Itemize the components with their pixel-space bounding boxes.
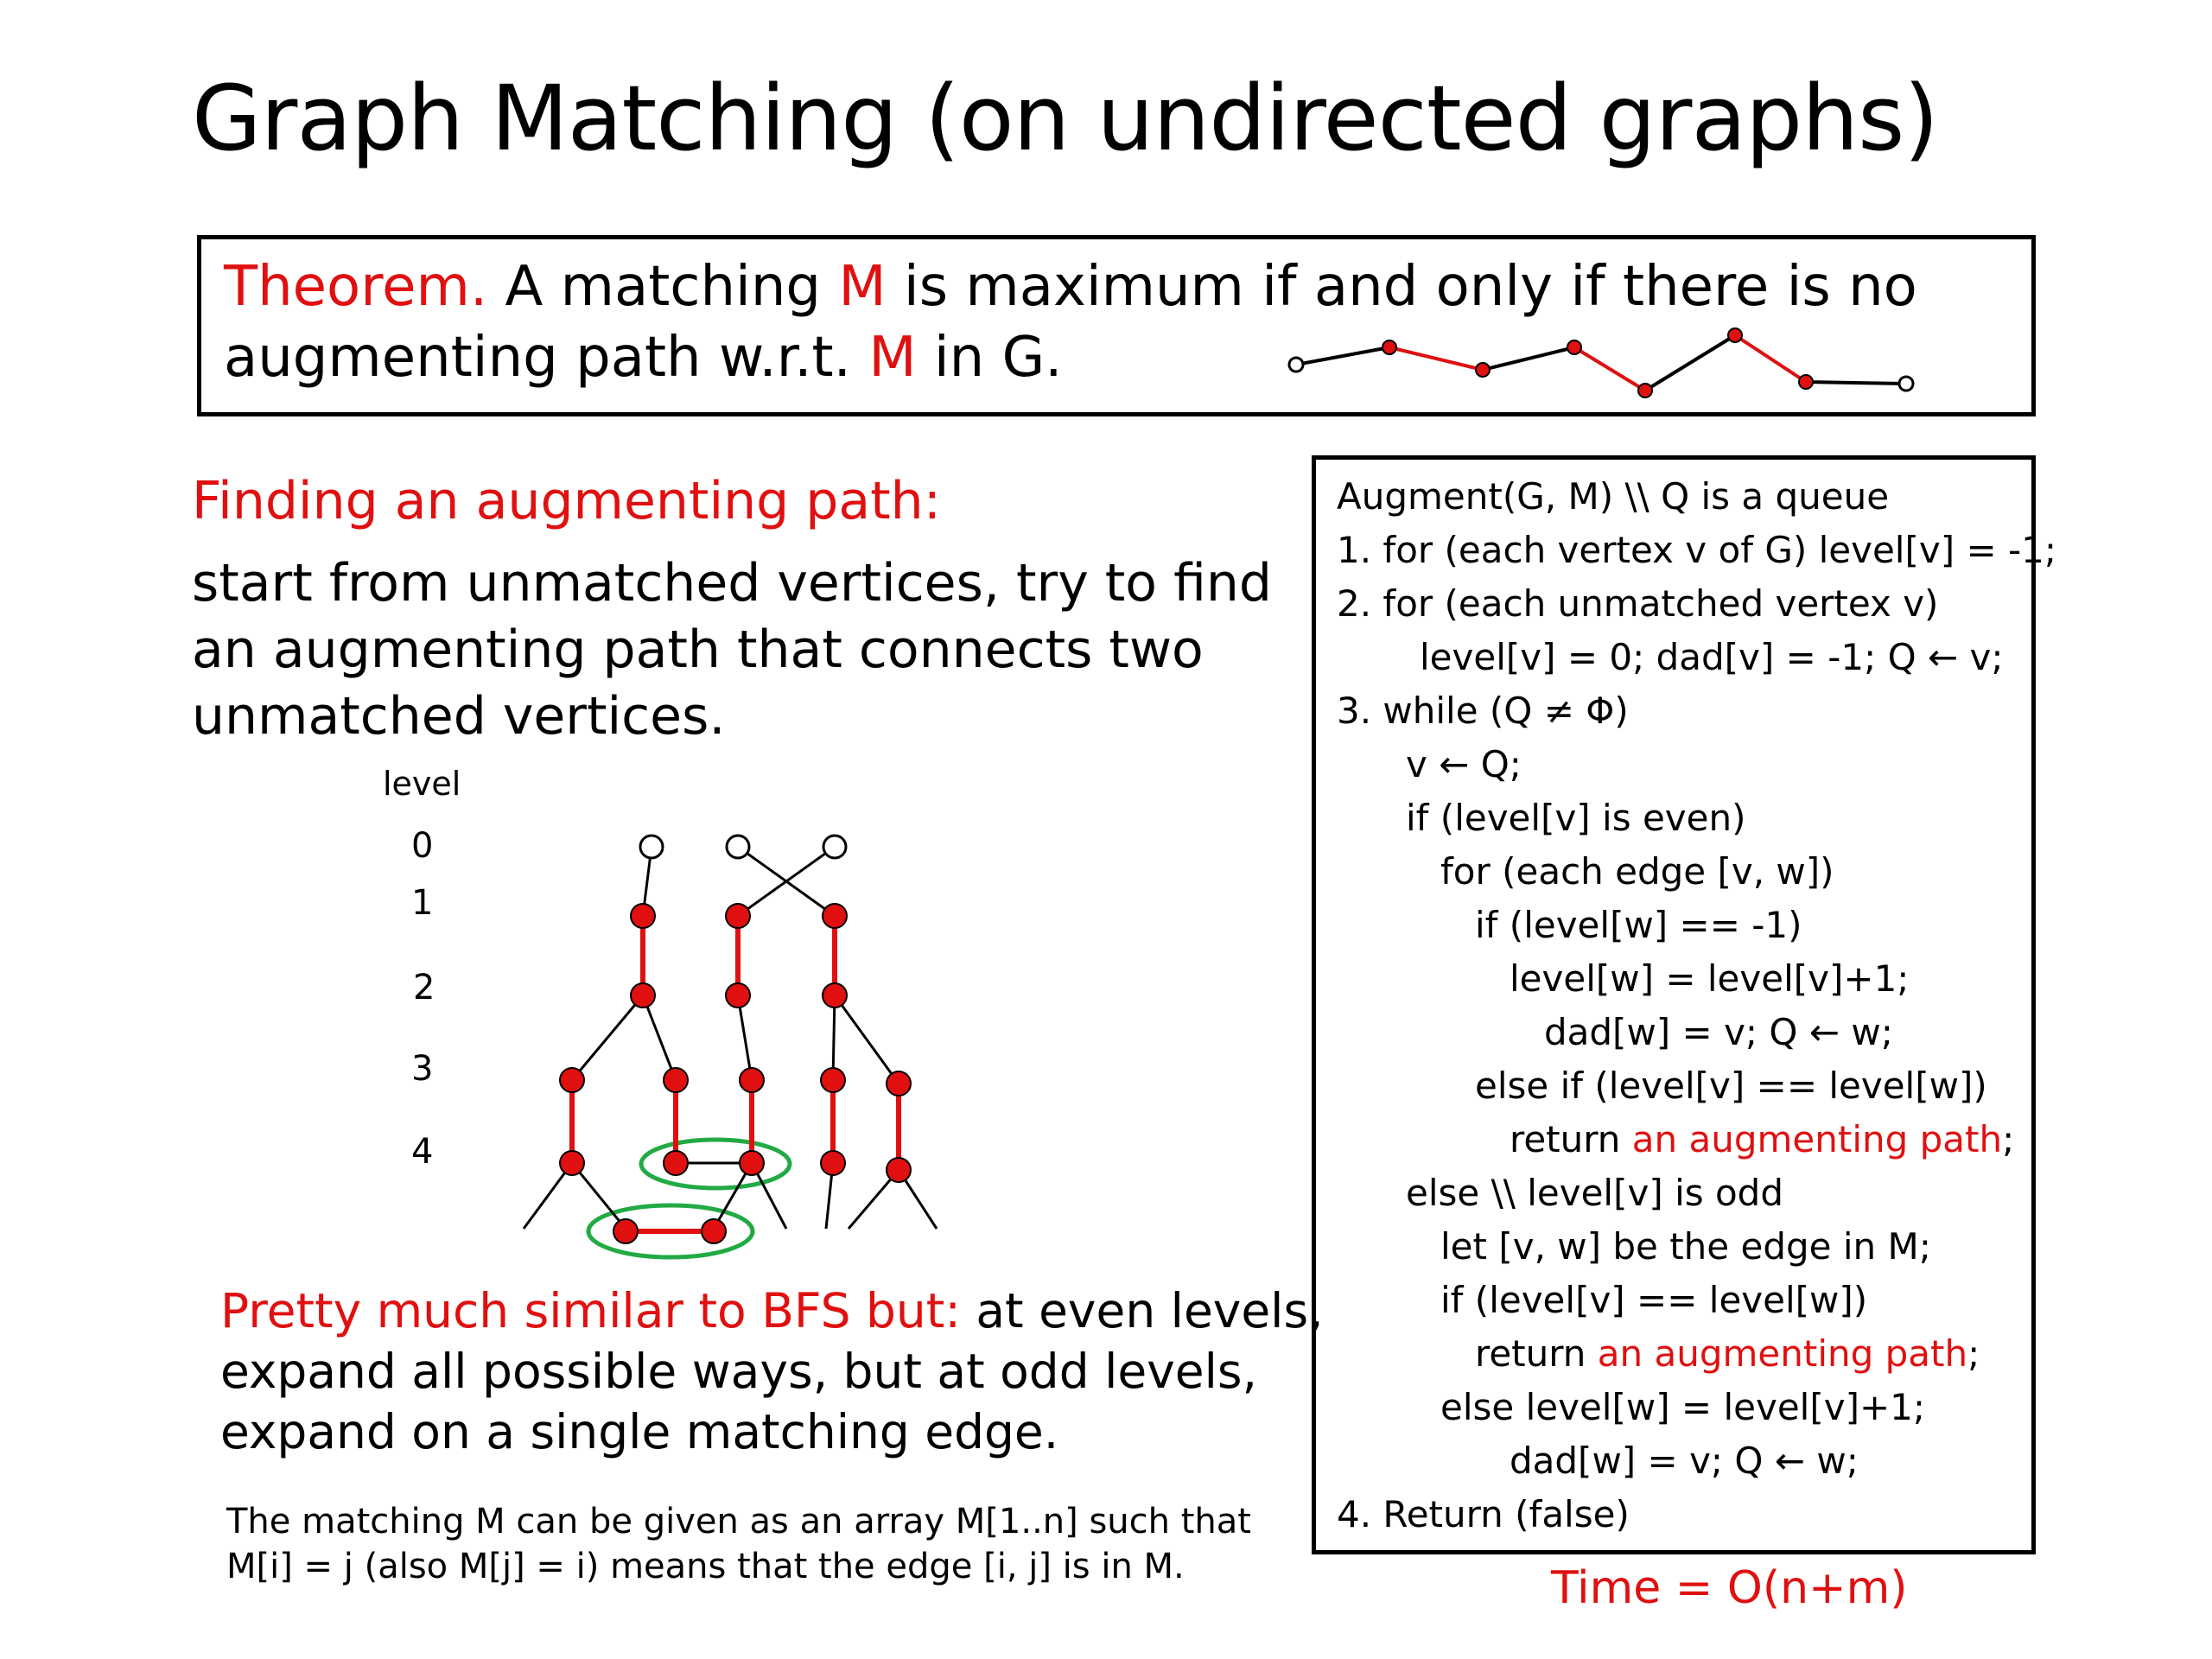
algo-line-6: if (level[v] is even) — [1406, 797, 1746, 839]
finding-heading: Finding an augmenting path: — [192, 471, 941, 531]
level-label: level — [383, 765, 461, 803]
note-line-2: M[i] = j (also M[j] = i) means that the edge [i, j] is in M. — [226, 1547, 1185, 1586]
algo-line-2: 2. for (each unmatched vertex v) — [1337, 582, 1939, 625]
tree-vertex — [664, 1068, 688, 1092]
level-4: 4 — [411, 1132, 434, 1172]
path-edge-matched — [1574, 347, 1645, 391]
theorem-text-1b: is maximum if and only if there is no — [886, 255, 1917, 319]
tree-edge — [835, 995, 899, 1084]
matched-vertex — [1728, 328, 1742, 342]
augmenting-path-illustration — [1279, 320, 1936, 415]
tree-vertex — [560, 1151, 584, 1175]
algo-line-5: v ← Q; — [1406, 743, 1522, 785]
level-0: 0 — [411, 826, 434, 866]
tree-vertex — [631, 904, 655, 928]
theorem-label: Theorem. — [224, 255, 488, 319]
unmatched-vertex — [823, 836, 846, 858]
tree-vertex — [887, 1158, 911, 1182]
theorem-text-1a: A matching — [487, 255, 839, 319]
algo-line-8: if (level[w] == -1) — [1475, 904, 1802, 946]
path-edge-matched — [1389, 347, 1483, 370]
algo-line-1: 1. for (each vertex v of G) level[v] = -1; — [1337, 529, 2057, 571]
tree-vertex — [887, 1071, 911, 1096]
tree-vertex — [664, 1151, 688, 1175]
theorem-m-2: M — [868, 326, 917, 390]
algo-line-19: 4. Return (false) — [1337, 1493, 1630, 1535]
unmatched-vertex — [1289, 358, 1303, 372]
algo-line-15: if (level[v] == level[w]) — [1440, 1279, 1868, 1321]
level-3: 3 — [411, 1049, 434, 1089]
algo-line-12: return an augmenting path; — [1510, 1118, 2015, 1160]
algo-line-0: Augment(G, M) \\ Q is a queue — [1337, 475, 1890, 518]
matched-vertex — [1476, 363, 1490, 377]
algo-line-7: for (each edge [v, w]) — [1440, 850, 1834, 893]
matched-vertex — [1567, 340, 1581, 354]
algo-line-14: let [v, w] be the edge in M; — [1440, 1225, 1931, 1268]
algo-line-13: else \\ level[v] is odd — [1406, 1172, 1784, 1214]
tree-vertex — [726, 983, 750, 1007]
tree-vertex — [821, 1151, 845, 1175]
finding-line-3: unmatched vertices. — [192, 686, 726, 747]
unmatched-vertex — [727, 836, 749, 858]
algo-line-11: else if (level[v] == level[w]) — [1475, 1065, 1987, 1107]
matched-vertex — [1382, 340, 1396, 354]
similar-line-1-rest: at even levels, — [960, 1283, 1324, 1338]
theorem-m-1: M — [838, 255, 887, 319]
theorem-text-2b: in G. — [916, 326, 1063, 390]
theorem-line-2 — [224, 326, 1063, 390]
algo-line-16: return an augmenting path; — [1475, 1332, 1980, 1375]
level-2: 2 — [413, 968, 435, 1007]
algo-line-4: 3. while (Q ≠ Φ) — [1337, 690, 1629, 732]
tree-edge — [572, 995, 643, 1080]
path-edge — [1806, 382, 1906, 384]
finding-line-2: an augmenting path that connects two — [192, 620, 1204, 680]
tree-vertex — [740, 1068, 764, 1092]
algo-line-10: dad[w] = v; Q ← w; — [1544, 1011, 1893, 1053]
tree-vertex — [823, 904, 847, 928]
unmatched-vertex — [640, 836, 663, 858]
algo-line-9: level[w] = level[v]+1; — [1510, 957, 1910, 1000]
tree-vertex — [702, 1219, 726, 1243]
theorem-text-2a: augmenting path w.r.t. — [224, 326, 869, 390]
theorem-line-1 — [224, 255, 1917, 319]
finding-line-1: start from unmatched vertices, try to find — [192, 553, 1272, 613]
unmatched-vertex — [1899, 377, 1913, 391]
tree-vertex — [631, 983, 655, 1007]
matched-vertex — [1799, 375, 1813, 389]
similar-line-1 — [220, 1283, 1324, 1338]
matched-vertex — [1638, 384, 1652, 397]
tree-edge — [643, 995, 676, 1080]
tree-vertex — [740, 1151, 764, 1175]
page-title: Graph Matching (on undirected graphs) — [192, 66, 1938, 171]
tree-vertex — [726, 904, 750, 928]
level-1: 1 — [411, 883, 434, 923]
path-edge — [1645, 335, 1735, 391]
similar-line-2: expand all possible ways, but at odd levels, — [220, 1344, 1258, 1399]
similar-line-3: expand on a single matching edge. — [220, 1404, 1059, 1459]
path-edge — [1483, 347, 1574, 370]
note-line-1: The matching M can be given as an array M[1..n] such that — [226, 1502, 1251, 1541]
tree-vertex — [613, 1219, 638, 1243]
tree-vertex — [821, 1068, 845, 1092]
algo-line-17: else level[w] = level[v]+1; — [1440, 1386, 1926, 1428]
time-complexity: Time = O(n+m) — [1551, 1562, 1908, 1614]
algo-line-3: level[v] = 0; dad[v] = -1; Q ← v; — [1420, 636, 2004, 678]
tree-vertex — [823, 983, 847, 1007]
algorithm-box — [1312, 455, 2057, 1554]
search-tree-diagram — [346, 760, 968, 1270]
path-edge-matched — [1735, 335, 1806, 382]
path-edge — [1296, 347, 1389, 365]
similar-highlight: Pretty much similar to BFS but: — [220, 1283, 961, 1338]
algo-line-18: dad[w] = v; Q ← w; — [1510, 1440, 1859, 1482]
tree-vertex — [560, 1068, 584, 1092]
